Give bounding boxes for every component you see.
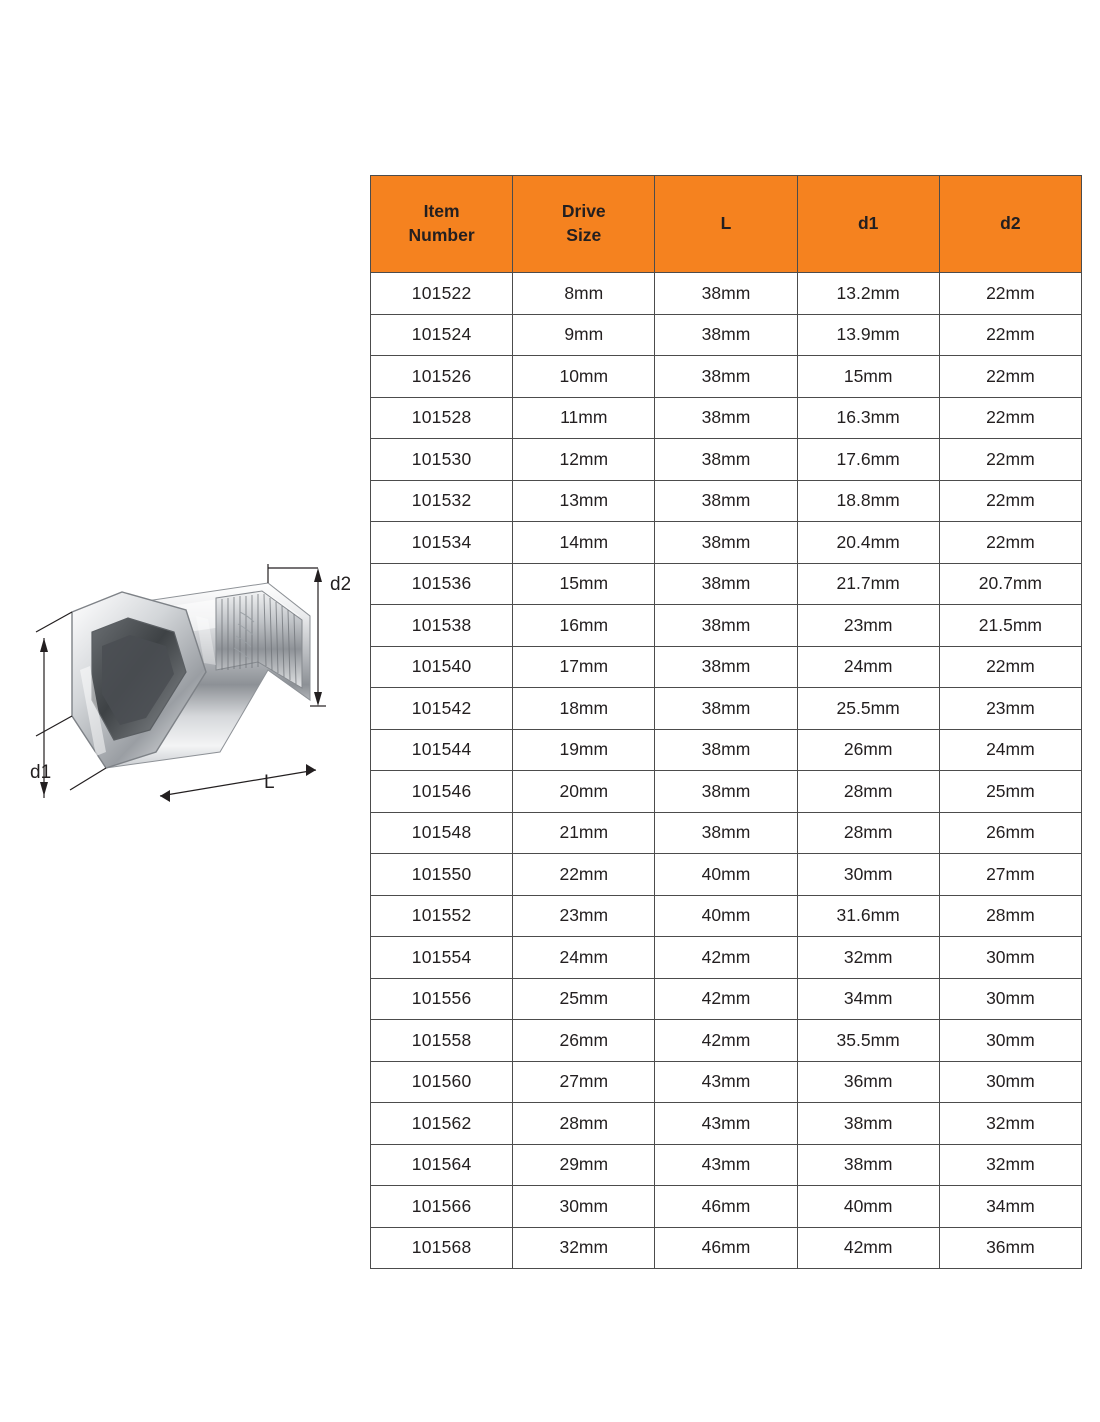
- table-cell: 23mm: [797, 605, 939, 647]
- table-cell: 13.2mm: [797, 273, 939, 315]
- table-cell: 101552: [371, 895, 513, 937]
- table-cell: 101566: [371, 1186, 513, 1228]
- table-cell: 32mm: [513, 1227, 655, 1269]
- table-cell: 101542: [371, 688, 513, 730]
- table-row: [371, 480, 1082, 522]
- dimension-L: [160, 764, 316, 802]
- table-cell: 35.5mm: [797, 1020, 939, 1062]
- header-line: L: [720, 213, 732, 234]
- table-cell: 40mm: [797, 1186, 939, 1228]
- table-cell: 34mm: [797, 978, 939, 1020]
- table-row: [371, 314, 1082, 356]
- table-cell: 27mm: [513, 1061, 655, 1103]
- table-row: [371, 356, 1082, 398]
- table-cell: 24mm: [939, 729, 1081, 771]
- table-cell: 30mm: [939, 937, 1081, 979]
- table-cell: 26mm: [939, 812, 1081, 854]
- table-cell: 43mm: [655, 1061, 797, 1103]
- table-cell: 22mm: [939, 646, 1081, 688]
- table-cell: 101556: [371, 978, 513, 1020]
- table-cell: 38mm: [655, 314, 797, 356]
- table-cell: 38mm: [655, 397, 797, 439]
- table-cell: 25.5mm: [797, 688, 939, 730]
- table-cell: 101532: [371, 480, 513, 522]
- table-cell: 36mm: [797, 1061, 939, 1103]
- table-row: [371, 895, 1082, 937]
- table-cell: 101536: [371, 563, 513, 605]
- table-cell: 22mm: [513, 854, 655, 896]
- table-cell: 28mm: [513, 1103, 655, 1145]
- table-cell: 20.7mm: [939, 563, 1081, 605]
- table-cell: 21mm: [513, 812, 655, 854]
- product-illustration: [10, 520, 350, 860]
- table-cell: 9mm: [513, 314, 655, 356]
- table-cell: 34mm: [939, 1186, 1081, 1228]
- table-cell: 32mm: [939, 1103, 1081, 1145]
- table-cell: 38mm: [655, 605, 797, 647]
- table-cell: 30mm: [513, 1186, 655, 1228]
- table-cell: 30mm: [939, 978, 1081, 1020]
- table-cell: 38mm: [655, 812, 797, 854]
- table-row: [371, 771, 1082, 813]
- table-cell: 11mm: [513, 397, 655, 439]
- table-cell: 101540: [371, 646, 513, 688]
- table-cell: 10mm: [513, 356, 655, 398]
- table-cell: 21.7mm: [797, 563, 939, 605]
- table-cell: 18.8mm: [797, 480, 939, 522]
- table-cell: 40mm: [655, 854, 797, 896]
- table-cell: 22mm: [939, 439, 1081, 481]
- table-cell: 23mm: [939, 688, 1081, 730]
- table-cell: 38mm: [655, 356, 797, 398]
- table-cell: 38mm: [655, 688, 797, 730]
- table-cell: 25mm: [939, 771, 1081, 813]
- table-cell: 17.6mm: [797, 439, 939, 481]
- table-cell: 30mm: [939, 1061, 1081, 1103]
- table-cell: 22mm: [939, 314, 1081, 356]
- table-cell: 22mm: [939, 273, 1081, 315]
- table-cell: 38mm: [797, 1103, 939, 1145]
- table-cell: 42mm: [655, 978, 797, 1020]
- spec-table-container: [370, 175, 1082, 1269]
- column-header-drive-size: [513, 176, 655, 273]
- table-cell: 38mm: [655, 729, 797, 771]
- table-cell: 46mm: [655, 1227, 797, 1269]
- table-cell: 101526: [371, 356, 513, 398]
- table-cell: 38mm: [655, 522, 797, 564]
- table-header: [371, 176, 1082, 273]
- table-cell: 14mm: [513, 522, 655, 564]
- table-row: [371, 563, 1082, 605]
- table-cell: 20mm: [513, 771, 655, 813]
- table-row: [371, 522, 1082, 564]
- table-row: [371, 854, 1082, 896]
- table-cell: 8mm: [513, 273, 655, 315]
- table-row: [371, 1020, 1082, 1062]
- column-header-l: [655, 176, 797, 273]
- column-header-d1: [797, 176, 939, 273]
- table-cell: 101562: [371, 1103, 513, 1145]
- table-cell: 101530: [371, 439, 513, 481]
- table-cell: 32mm: [797, 937, 939, 979]
- table-cell: 101528: [371, 397, 513, 439]
- dimension-label-L: L: [264, 772, 275, 793]
- table-cell: 101524: [371, 314, 513, 356]
- table-cell: 26mm: [797, 729, 939, 771]
- table-row: [371, 1103, 1082, 1145]
- column-header-item-number: [371, 176, 513, 273]
- table-cell: 101560: [371, 1061, 513, 1103]
- table-cell: 101538: [371, 605, 513, 647]
- table-cell: 13mm: [513, 480, 655, 522]
- table-cell: 36mm: [939, 1227, 1081, 1269]
- table-row: [371, 1144, 1082, 1186]
- header-line: d2: [1000, 213, 1021, 234]
- table-cell: 28mm: [797, 771, 939, 813]
- table-row: [371, 397, 1082, 439]
- header-line: Item: [423, 201, 460, 222]
- table-row: [371, 937, 1082, 979]
- table-cell: 38mm: [655, 439, 797, 481]
- table-cell: 38mm: [655, 563, 797, 605]
- specification-table: [370, 175, 1082, 1269]
- table-cell: 40mm: [655, 895, 797, 937]
- table-cell: 31.6mm: [797, 895, 939, 937]
- table-cell: 38mm: [655, 480, 797, 522]
- table-row: [371, 646, 1082, 688]
- table-cell: 16mm: [513, 605, 655, 647]
- table-cell: 101546: [371, 771, 513, 813]
- table-cell: 12mm: [513, 439, 655, 481]
- table-cell: 24mm: [513, 937, 655, 979]
- table-row: [371, 439, 1082, 481]
- table-cell: 101534: [371, 522, 513, 564]
- table-row: [371, 688, 1082, 730]
- table-cell: 38mm: [655, 273, 797, 315]
- table-cell: 101522: [371, 273, 513, 315]
- table-cell: 15mm: [797, 356, 939, 398]
- table-cell: 101550: [371, 854, 513, 896]
- table-cell: 28mm: [797, 812, 939, 854]
- table-cell: 20.4mm: [797, 522, 939, 564]
- table-cell: 30mm: [797, 854, 939, 896]
- table-cell: 101548: [371, 812, 513, 854]
- dimension-label-d2: d2: [330, 574, 350, 595]
- table-cell: 16.3mm: [797, 397, 939, 439]
- table-cell: 30mm: [939, 1020, 1081, 1062]
- table-cell: 28mm: [939, 895, 1081, 937]
- socket-body-graphic: [72, 583, 310, 768]
- table-cell: 42mm: [797, 1227, 939, 1269]
- table-cell: 101554: [371, 937, 513, 979]
- table-cell: 19mm: [513, 729, 655, 771]
- column-header-d2: [939, 176, 1081, 273]
- table-cell: 13.9mm: [797, 314, 939, 356]
- table-cell: 43mm: [655, 1144, 797, 1186]
- table-cell: 21.5mm: [939, 605, 1081, 647]
- table-cell: 42mm: [655, 937, 797, 979]
- table-cell: 17mm: [513, 646, 655, 688]
- table-cell: 101544: [371, 729, 513, 771]
- table-cell: 42mm: [655, 1020, 797, 1062]
- table-cell: 26mm: [513, 1020, 655, 1062]
- table-cell: 38mm: [797, 1144, 939, 1186]
- table-cell: 38mm: [655, 646, 797, 688]
- dimension-label-d1: d1: [30, 762, 52, 783]
- table-row: [371, 978, 1082, 1020]
- table-cell: 101568: [371, 1227, 513, 1269]
- table-row: [371, 605, 1082, 647]
- table-cell: 22mm: [939, 480, 1081, 522]
- table-cell: 38mm: [655, 771, 797, 813]
- table-cell: 25mm: [513, 978, 655, 1020]
- table-cell: 23mm: [513, 895, 655, 937]
- table-cell: 101564: [371, 1144, 513, 1186]
- table-cell: 22mm: [939, 356, 1081, 398]
- table-cell: 18mm: [513, 688, 655, 730]
- table-cell: 29mm: [513, 1144, 655, 1186]
- table-cell: 27mm: [939, 854, 1081, 896]
- table-cell: 32mm: [939, 1144, 1081, 1186]
- header-line: d1: [857, 213, 879, 234]
- header-line: Size: [566, 225, 602, 245]
- table-row: [371, 812, 1082, 854]
- table-cell: 43mm: [655, 1103, 797, 1145]
- table-header-row: [371, 176, 1082, 273]
- table-body: [371, 273, 1082, 1269]
- header-line: Drive: [561, 201, 606, 222]
- header-line: Number: [408, 225, 475, 245]
- table-row: [371, 729, 1082, 771]
- table-cell: 22mm: [939, 397, 1081, 439]
- table-row: [371, 1227, 1082, 1269]
- table-cell: 46mm: [655, 1186, 797, 1228]
- table-row: [371, 273, 1082, 315]
- table-cell: 15mm: [513, 563, 655, 605]
- table-cell: 101558: [371, 1020, 513, 1062]
- table-row: [371, 1186, 1082, 1228]
- table-cell: 24mm: [797, 646, 939, 688]
- table-row: [371, 1061, 1082, 1103]
- table-cell: 22mm: [939, 522, 1081, 564]
